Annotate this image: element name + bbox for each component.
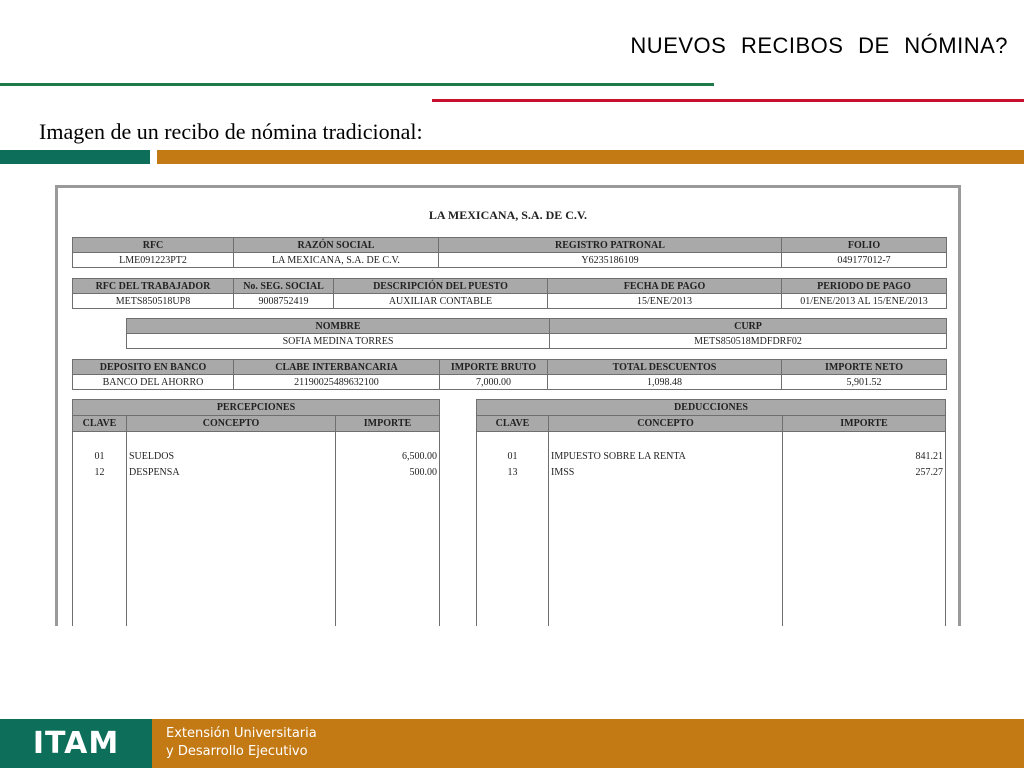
percepcion-concepto: DESPENSA <box>129 467 180 478</box>
deduccion-concepto: IMPUESTO SOBRE LA RENTA <box>551 451 686 462</box>
value-nombre: SOFIA MEDINA TORRES <box>127 334 550 349</box>
header-periodo-pago: PERIODO DE PAGO <box>782 279 947 294</box>
footer-bar <box>0 719 1024 768</box>
percepcion-concepto: SUELDOS <box>129 451 175 462</box>
value-rfc-trabajador: METS850518UP8 <box>73 294 234 309</box>
percepcion-importe: 6,500.00 <box>402 451 437 462</box>
worker-table <box>72 278 947 309</box>
percepcion-clave: 01 <box>94 451 105 462</box>
header-seg-social: No. SEG. SOCIAL <box>234 279 334 294</box>
column-divider <box>335 432 336 626</box>
deducciones-title: DEDUCCIONES <box>477 400 945 416</box>
value-curp: METS850518MDFDRF02 <box>550 334 947 349</box>
deducciones-panel <box>476 399 946 626</box>
deduccion-importe: 257.27 <box>915 467 943 478</box>
header-clabe: CLABE INTERBANCARIA <box>234 360 440 375</box>
value-importe-bruto: 7,000.00 <box>440 375 548 390</box>
value-registro-patronal: Y6235186109 <box>439 253 782 268</box>
column-divider <box>126 432 127 626</box>
value-seg-social: 9008752419 <box>234 294 334 309</box>
header-rfc: RFC <box>73 238 234 253</box>
value-total-descuentos: 1,098.48 <box>548 375 782 390</box>
green-divider <box>0 83 714 86</box>
percepciones-title: PERCEPCIONES <box>73 400 439 416</box>
value-razon-social: LA MEXICANA, S.A. DE C.V. <box>234 253 439 268</box>
value-rfc: LME091223PT2 <box>73 253 234 268</box>
employer-table <box>72 237 947 268</box>
header-razon-social: RAZÓN SOCIAL <box>234 238 439 253</box>
header-descripcion-puesto: DESCRIPCIÓN DEL PUESTO <box>334 279 548 294</box>
column-divider <box>548 432 549 626</box>
value-clabe: 21190025489632100 <box>234 375 440 390</box>
percepcion-clave: 12 <box>94 467 105 478</box>
value-periodo-pago: 01/ENE/2013 AL 15/ENE/2013 <box>782 294 947 309</box>
itam-logo <box>0 719 152 768</box>
percepciones-col-importe: IMPORTE <box>335 416 439 431</box>
payroll-receipt-image <box>55 185 961 626</box>
header-total-descuentos: TOTAL DESCUENTOS <box>548 360 782 375</box>
header-fecha-pago: FECHA DE PAGO <box>548 279 782 294</box>
value-descripcion-puesto: AUXILIAR CONTABLE <box>334 294 548 309</box>
deducciones-col-headers <box>477 416 945 432</box>
percepciones-col-concepto: CONCEPTO <box>126 416 335 431</box>
deduccion-clave: 13 <box>507 467 518 478</box>
header-importe-neto: IMPORTE NETO <box>782 360 947 375</box>
teal-band <box>0 150 150 164</box>
header-nombre: NOMBRE <box>127 319 550 334</box>
header-curp: CURP <box>550 319 947 334</box>
identity-table <box>126 318 947 349</box>
deduccion-clave: 01 <box>507 451 518 462</box>
value-deposito-banco: BANCO DEL AHORRO <box>73 375 234 390</box>
percepciones-col-clave: CLAVE <box>82 418 117 429</box>
deduccion-concepto: IMSS <box>551 467 575 478</box>
header-deposito-banco: DEPOSITO EN BANCO <box>73 360 234 375</box>
company-name: LA MEXICANA, S.A. DE C.V. <box>428 208 588 222</box>
footer-line-1: Extensión Universitaria <box>166 726 317 741</box>
deducciones-col-importe: IMPORTE <box>782 416 945 431</box>
deducciones-col-concepto: CONCEPTO <box>548 416 782 431</box>
header-rfc-trabajador: RFC DEL TRABAJADOR <box>73 279 234 294</box>
header-importe-bruto: IMPORTE BRUTO <box>440 360 548 375</box>
payment-table <box>72 359 947 390</box>
percepciones-col-headers <box>73 416 439 432</box>
slide-subtitle: Imagen de un recibo de nómina tradicional: <box>39 119 423 144</box>
footer-caption <box>166 725 317 761</box>
value-folio: 049177012-7 <box>782 253 947 268</box>
header-folio: FOLIO <box>782 238 947 253</box>
slide-title: NUEVOS RECIBOS DE NÓMINA? <box>630 33 1008 58</box>
percepciones-panel <box>72 399 440 626</box>
header-registro-patronal: REGISTRO PATRONAL <box>439 238 782 253</box>
deducciones-col-clave: CLAVE <box>495 418 530 429</box>
itam-logo-text: ITAM <box>32 726 120 761</box>
value-importe-neto: 5,901.52 <box>782 375 947 390</box>
value-fecha-pago: 15/ENE/2013 <box>548 294 782 309</box>
deduccion-importe: 841.21 <box>915 451 943 462</box>
percepcion-importe: 500.00 <box>409 467 437 478</box>
red-divider <box>432 99 1024 102</box>
column-divider <box>782 432 783 626</box>
orange-band <box>157 150 1024 164</box>
footer-line-2: y Desarrollo Ejecutivo <box>166 744 308 759</box>
